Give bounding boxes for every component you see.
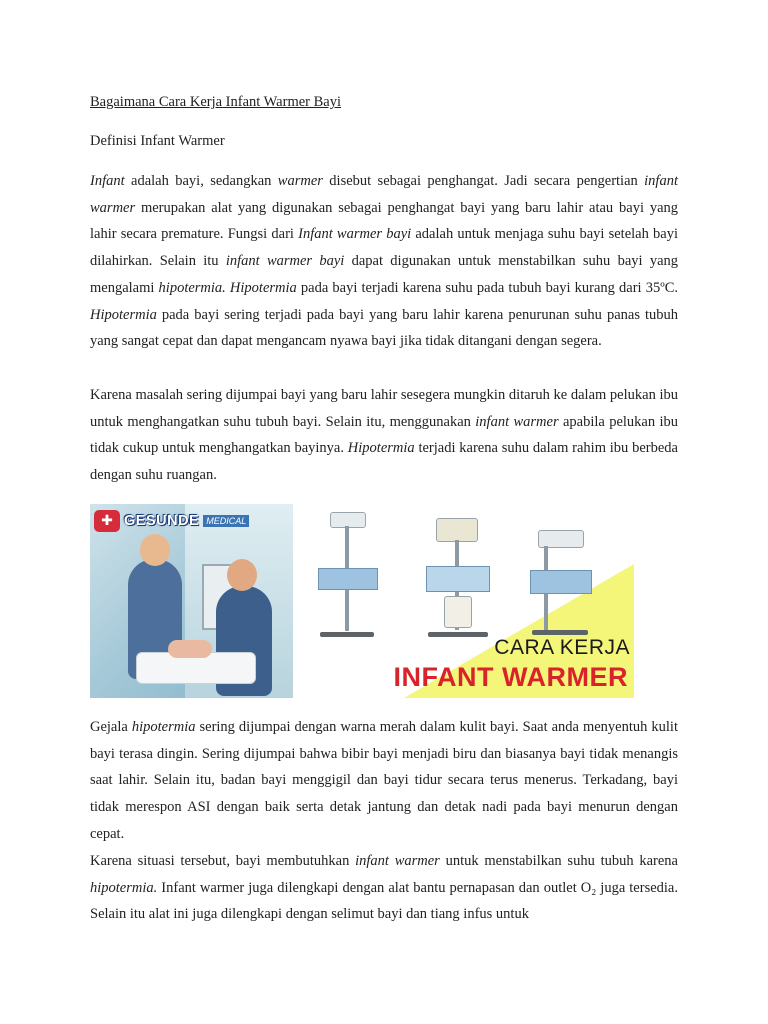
paragraph-symptoms (90, 714, 678, 848)
italic-term: infant warmer bayi (225, 253, 345, 270)
text-run: pada bayi terjadi karena suhu pada tubuh bayi kurang dari 35ºC. (296, 279, 678, 296)
text-run: Gejala (90, 719, 132, 735)
text-run: apabila pelukan ibu tidak cukup untuk menghangatkan bayinya. (90, 413, 679, 457)
text-run: disebut sebagai penghangat. Jadi secara pengertian (322, 173, 645, 189)
italic-term: Hipotermia (90, 306, 157, 323)
infant-warmer-device-1 (312, 512, 382, 647)
text-run: Infant warmer juga dilengkapi dengan alat bantu pernapasan dan outlet O₂ juga tersedia. Selain itu alat ini juga dilengkapi dengan selimut bayi dan tiang infus untuk (90, 879, 678, 923)
italic-term: hipotermia (131, 719, 196, 735)
text-run: adalah untuk menjaga suhu bayi setelah bayi dilahirkan. Selain itu (90, 226, 678, 270)
document-title: Bagaimana Cara Kerja Infant Warmer Bayi (90, 94, 341, 110)
text-run: untuk menstabilkan suhu tubuh karena (439, 853, 678, 869)
text-run: Karena masalah sering dijumpai bayi yang baru lahir sesegera mungkin ditaruh ke dalam pelukan ibu untuk menghangatkan suhu tubuh bayi. Selain itu, menggunakan (90, 387, 678, 430)
italic-term: infant warmer (90, 173, 678, 216)
infant-warmer-device-2 (422, 518, 494, 646)
paragraph-definition (90, 168, 678, 355)
banner-heading-small: CARA KERJA (494, 636, 630, 659)
logo-text: GESUNDE (124, 513, 200, 529)
italic-term: hipotermia. (90, 879, 158, 896)
italic-term: infant warmer (475, 413, 559, 430)
banner-heading-large: INFANT WARMER (393, 662, 628, 692)
medical-cross-icon: ✚ (94, 510, 120, 532)
text-run: sering dijumpai dengan warna merah dalam kulit bayi. Saat anda menyentuh kulit bayi terasa dingin. Sering dijumpai bahwa bibir bayi menjadi biru dan biasanya bayi tidak menangis saat lahir. Selain itu, badan bayi menggigil dan bayi tidur secara terus menerus. Terkadang, bayi tidak merespon ASI dengan baik serta detak jantung dan detak nadi pada bayi menurun dengan cepat. (90, 719, 678, 842)
italic-term: Infant warmer bayi (298, 226, 412, 243)
italic-term: hipotermia. Hipotermia (158, 279, 297, 296)
italic-term: Infant (90, 173, 125, 189)
section-heading: Definisi Infant Warmer (90, 133, 225, 149)
infant-warmer-banner-image (90, 504, 634, 698)
text-run: pada bayi sering terjadi pada bayi yang baru lahir karena penurunan suhu panas tubuh yang sangat cepat dan dapat mengancam nyawa bayi jika tidak ditangani dengan segera. (90, 306, 678, 350)
gesunde-medical-logo (94, 508, 249, 534)
logo-subtext: MEDICAL (203, 515, 249, 527)
text-run: Karena situasi tersebut, bayi membutuhkan (90, 853, 356, 869)
text-run: adalah bayi, sedangkan (124, 173, 278, 189)
paragraph-reason (90, 382, 678, 489)
text-run: merupakan alat yang digunakan sebagai penghangat bayi yang baru lahir atau bayi yang lahir secara premature. Fungsi dari (90, 199, 678, 243)
text-run: dapat digunakan untuk menstabilkan suhu bayi yang mengalami (90, 253, 679, 296)
paragraph-features (90, 848, 678, 928)
nurses-photo (90, 504, 293, 698)
text-run: terjadi karena suhu dalam rahim ibu berbeda dengan suhu ruangan. (90, 440, 678, 484)
italic-term: Hipotermia (347, 440, 415, 457)
infant-warmer-device-3 (524, 530, 596, 640)
italic-term: infant warmer (355, 853, 440, 869)
italic-term: warmer (277, 173, 323, 189)
